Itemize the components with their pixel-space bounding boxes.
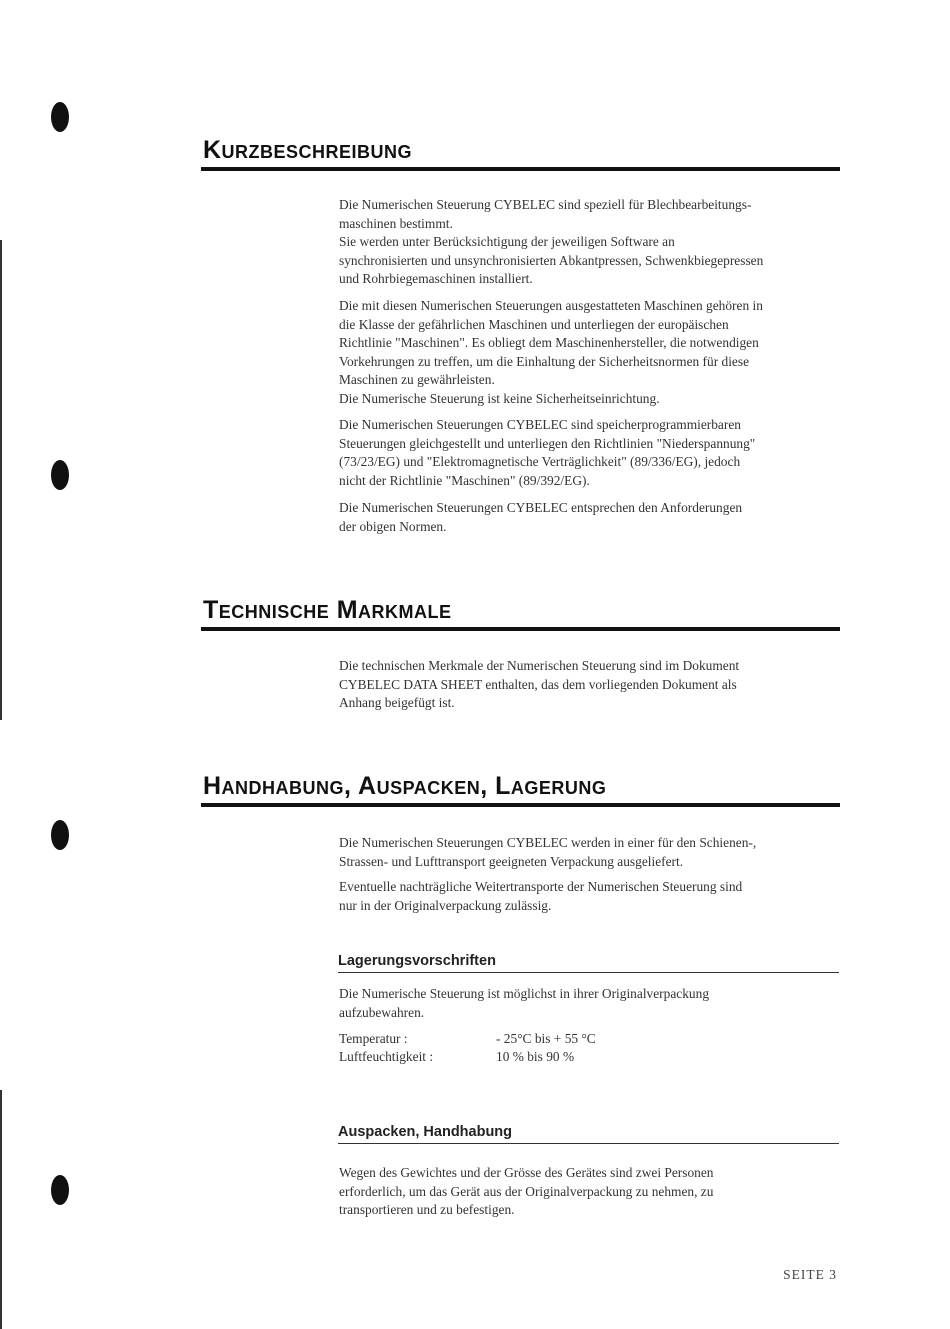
text-line: Eventuelle nachträgliche Weitertransporte der Numerischen Steuerung sind — [339, 879, 743, 894]
text-line: Sie werden unter Berücksichtigung der jeweiligen Software an — [339, 234, 675, 249]
temperature-value: - 25°C bis + 55 °C — [496, 1031, 596, 1046]
paragraph — [339, 657, 844, 713]
text-line: Richtlinie "Maschinen". Es obliegt dem Maschinenhersteller, die notwendigen — [339, 335, 759, 350]
text-line: Die Numerische Steuerung ist möglichst in ihrer Originalverpackung — [339, 986, 710, 1001]
paragraph — [339, 297, 844, 408]
text-line: Die Numerische Steuerung ist keine Sicherheitseinrichtung. — [339, 390, 660, 406]
text-line: Strassen- und Lufttransport geeigneten Verpackung ausgeliefert. — [339, 853, 684, 869]
section-title-kurzbeschreibung: Kurzbeschreibung — [203, 136, 413, 164]
punch-hole — [51, 820, 69, 850]
text-line: Anhang beigefügt ist. — [339, 695, 455, 710]
page-number: SEITE 3 — [783, 1267, 837, 1282]
text-line: transportieren und zu befestigen. — [339, 1202, 515, 1217]
text-line: maschinen bestimmt. — [339, 215, 453, 231]
binder-edge — [0, 1090, 2, 1329]
subsection-rule — [338, 1143, 839, 1144]
section-title-handhabung: Handhabung, Auspacken, Lagerung — [203, 772, 607, 800]
text-line: die Klasse der gefährlichen Maschinen und unterliegen der europäischen — [339, 316, 729, 332]
paragraph — [339, 834, 844, 871]
text-line: Die technischen Merkmale der Numerischen Steuerung sind im Dokument — [339, 658, 740, 673]
text-line: Steuerungen gleichgestellt und unterliegen den Richtlinien "Niederspannung" — [339, 435, 756, 451]
section-rule — [201, 627, 840, 631]
text-line: der obigen Normen. — [339, 518, 447, 534]
text-line: Maschinen zu gewährleisten. — [339, 372, 495, 387]
text-line: aufzubewahren. — [339, 1004, 425, 1020]
text-line: und Rohrbiegemaschinen installiert. — [339, 271, 533, 286]
text-line: nicht der Richtlinie "Maschinen" (89/392/EG). — [339, 472, 590, 488]
binder-edge — [0, 240, 2, 720]
punch-hole — [51, 102, 69, 132]
text-line: Wegen des Gewichtes und der Grösse des Gerätes sind zwei Personen — [339, 1165, 714, 1180]
text-line: Die Numerischen Steuerungen CYBELEC entsprechen den Anforderungen — [339, 500, 743, 515]
text-line: Die Numerischen Steuerung CYBELEC sind speziell für Blechbearbeitungs- — [339, 197, 752, 212]
text-line: CYBELEC DATA SHEET enthalten, das dem vorliegenden Dokument als — [339, 676, 737, 692]
subsection-title-lagerungsvorschriften: Lagerungsvorschriften — [338, 953, 496, 969]
humidity-label: Luftfeuchtigkeit : — [339, 1049, 434, 1064]
paragraph — [339, 878, 844, 915]
text-line: Vorkehrungen zu treffen, um die Einhaltung der Sicherheitsnormen für diese — [339, 353, 750, 369]
section-rule — [201, 803, 840, 807]
paragraph — [339, 416, 844, 490]
text-line: Die Numerischen Steuerungen CYBELEC werden in einer für den Schienen-, — [339, 835, 757, 850]
text-line: nur in der Originalverpackung zulässig. — [339, 897, 552, 913]
paragraph — [339, 196, 844, 289]
text-line: (73/23/EG) und "Elektromagnetische Verträglichkeit" (89/336/EG), jedoch — [339, 454, 741, 469]
punch-hole — [51, 1175, 69, 1205]
humidity-value: 10 % bis 90 % — [496, 1049, 575, 1064]
text-line: Die mit diesen Numerischen Steuerungen ausgestatteten Maschinen gehören in — [339, 298, 763, 313]
section-rule — [201, 167, 840, 171]
subsection-rule — [338, 972, 839, 973]
punch-hole — [51, 460, 69, 490]
paragraph — [339, 985, 844, 1022]
paragraph — [339, 499, 844, 536]
text-line: synchronisierten und unsynchronisierten Abkantpressen, Schwenkbiegepressen — [339, 252, 764, 268]
text-line: erforderlich, um das Gerät aus der Originalverpackung zu nehmen, zu — [339, 1183, 714, 1199]
paragraph — [339, 1164, 844, 1220]
section-title-technische-markmale: Technische Markmale — [203, 596, 452, 624]
subsection-title-auspacken: Auspacken, Handhabung — [338, 1124, 513, 1140]
temperature-label: Temperatur : — [339, 1031, 408, 1046]
text-line: Die Numerischen Steuerungen CYBELEC sind speicherprogrammierbaren — [339, 417, 741, 432]
